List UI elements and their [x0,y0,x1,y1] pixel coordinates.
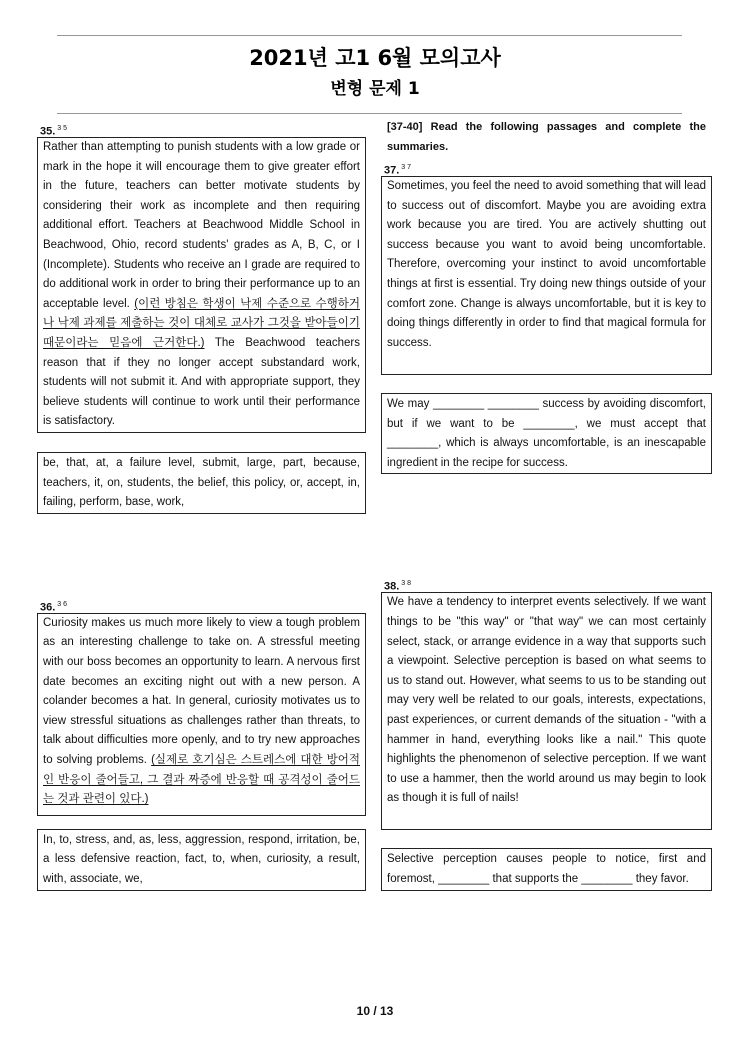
section-instructions: [37-40] Read the following passages and complete the summaries. [387,121,706,153]
passage-box-35 [37,137,366,433]
summary-box-38: Selective perception causes people to notice, first and foremost, ________ that supports the ________ they favor. [381,848,712,890]
passage-text: Curiosity makes us much more likely to view a tough problem as an interesting challenge to take on. A stressful meeting with our boss becomes an opportunity to learn. A nervous first date becomes an exciting night out with a new person. A colander becomes a hat. In general, curiosity motivates us to view stressful situations as challenges rather than threats, to talk about difficulties more openly, and to try new approaches to solving problems. [43,616,360,766]
underlined-korean-sentence: (실제로 호기심은 스트레스에 대한 방어적인 반응이 줄어들고, 그 결과 짜증에 반응할 때 공격성이 줄어드는 것과 관련이 있다.) [43,753,361,806]
question-number-37: 37. $^{3 7}$ [384,164,412,177]
question-number-38: 38. $^{3 8}$ [384,580,412,594]
page-subtitle: 변형 문제 1 [330,79,420,99]
top-rule [57,35,682,36]
question-number-36: 36. $^{3 6}$ [40,600,68,614]
left-column [37,120,366,891]
passage-box-37: Sometimes, you feel the need to avoid something that will lead to success out of discomfort. Maybe you are avoiding extra work because you are tired. You are actively shutting out success because you want to avoid being uncomfortable. Therefore, overcoming your instinct to avoid uncomfortable things at first is essential. Try doing new things outside of your comfort zone. Change is always uncomfortable, but it is key to doing things differently in order to find that magical formula for success. [381,176,712,375]
question-number-35: 35. $^{3 5}$ [40,125,68,138]
word-bank-36: In, to, stress, and, as, less, aggression, respond, irritation, be, a less defensive reaction, fact, to, when, curiosity, a result, with, associate, we, [37,829,366,891]
passage-text: The Beachwood teachers reason that if they no longer accept substandard work, students will not submit it. And with appropriate support, they believe students will continue to work until their performance is satisfactory. [43,336,360,428]
header-rule [57,113,682,114]
passage-text: Rather than attempting to punish students with a low grade or mark in the hope it will encourage them to give greater effort in the future, teachers can better motivate students by considering their work as incomplete and then requiring additional effort. Teachers at Beachwood Middle School in Beachwood, Ohio, record students' grades as A, B, C, or I (Incomplete). Students who receive an I grade are required to do additional work in order to bring their performance up to an acceptable level. [43,141,360,310]
summary-box-37: We may ________ ________ success by avoiding discomfort, but if we want to be ________, we must accept that ________, which is always uncomfortable, is an inescapable ingredient in the recipe for success. [381,393,712,474]
word-bank-35: be, that, at, a failure level, submit, large, part, because, teachers, it, on, students, the belief, this policy, or, accept, in, failing, perform, base, work, [37,452,366,514]
passage-box-38: We have a tendency to interpret events selectively. If we want things to be "this way" or "that way" we can most certainly select, stack, or arrange evidence in a way that supports such a viewpoint. Selective perception is based on what seems to us to stand out. However, what seems to us to be standing out may very well be related to our goals, interests, expectations, past experiences, or current demands of the situation - "with a hammer in hand, everything looks like a nail." This quote highlights the phenomenon of selective perception. If we want to use a hammer, then the world around us may begin to look as though it is full of nails! [381,592,712,830]
passage-box-36 [37,613,366,816]
page-title: 2021년 고1 6월 모의고사 [249,46,501,70]
underlined-korean-sentence: (이런 방침은 학생이 낙제 수준으로 수행하거나 낙제 과제를 제출하는 것이 대체로 교사가 그것을 받아들이기 때문이라는 믿음에 근거한다.) [43,297,360,349]
page-number: 10 / 13 [356,1004,394,1018]
right-column [381,118,712,891]
